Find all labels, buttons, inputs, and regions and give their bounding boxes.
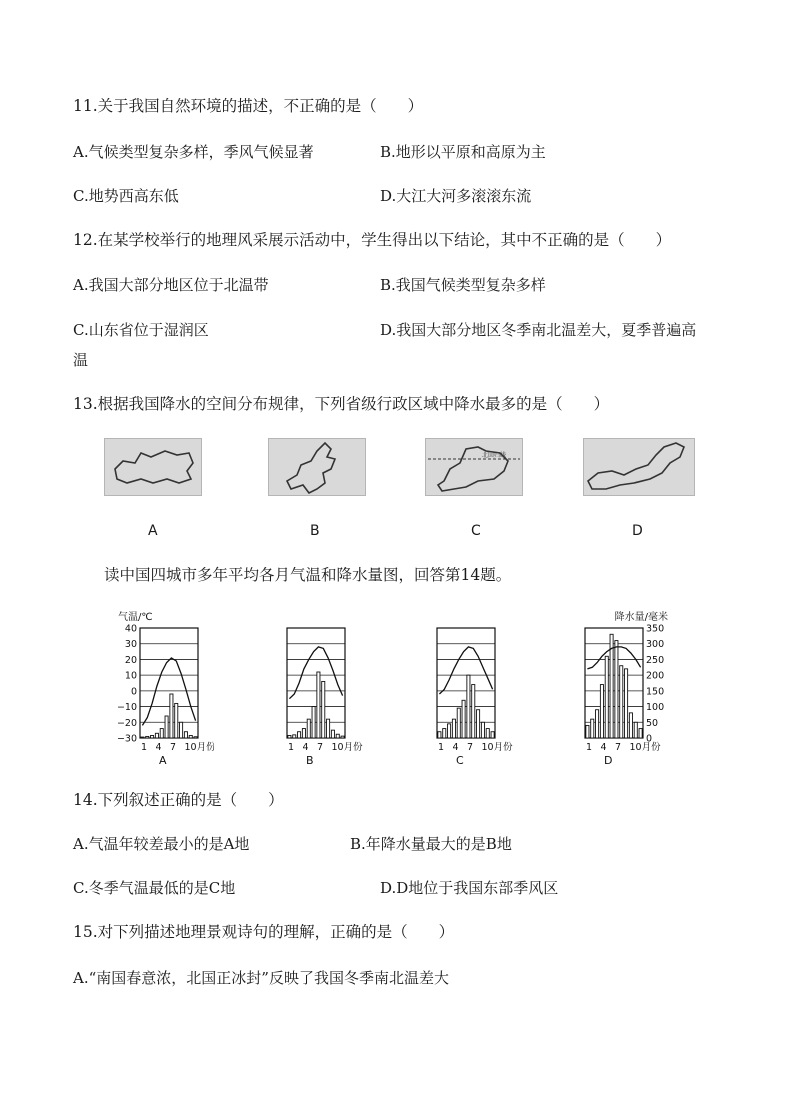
y-tick-label: −20 bbox=[116, 717, 137, 729]
q13-stem: 13.根据我国降水的空间分布规律，下列省级行政区域中降水最多的是（ ） bbox=[73, 395, 610, 413]
precip-bar bbox=[165, 716, 168, 738]
q14-option-a[interactable]: A.气温年较差最小的是A地 bbox=[73, 835, 250, 853]
precip-bar bbox=[194, 737, 197, 738]
precip-bar bbox=[160, 729, 163, 738]
x-tick-label: 4 bbox=[302, 742, 309, 753]
y-tick-label: 0 bbox=[646, 733, 653, 745]
q11-option-c[interactable]: C.地势西高东低 bbox=[73, 187, 179, 205]
y-tick-label: 200 bbox=[646, 670, 665, 682]
q14-option-b[interactable]: B.年降水量最大的是B地 bbox=[350, 835, 512, 853]
y-axis-label-precipitation: 降水量/毫米 bbox=[614, 612, 668, 623]
province-map-c bbox=[425, 438, 523, 496]
precip-bar bbox=[462, 700, 465, 738]
precip-bar bbox=[322, 681, 325, 738]
q11-stem: 11.关于我国自然环境的描述，不正确的是（ ） bbox=[73, 97, 424, 115]
precip-bar bbox=[477, 710, 480, 738]
q15-stem: 15.对下列描述地理景观诗句的理解，正确的是（ ） bbox=[73, 923, 455, 941]
precip-bar bbox=[298, 732, 301, 738]
precip-bar bbox=[438, 732, 441, 738]
precip-bar bbox=[302, 729, 305, 738]
x-tick-label: 7 bbox=[615, 742, 622, 753]
precip-bar bbox=[639, 729, 642, 738]
y-tick-label: 300 bbox=[646, 639, 665, 651]
precip-bar bbox=[293, 735, 296, 738]
precip-bar bbox=[155, 733, 158, 738]
q12-option-a[interactable]: A.我国大部分地区位于北温带 bbox=[73, 276, 269, 294]
y-tick-label: 100 bbox=[646, 702, 665, 714]
y-tick-label: −10 bbox=[116, 702, 137, 714]
temperature-line bbox=[142, 658, 195, 726]
precip-bar bbox=[448, 724, 451, 738]
precip-bar bbox=[586, 725, 589, 738]
precip-bar bbox=[625, 669, 628, 738]
province-map-b bbox=[268, 438, 366, 496]
climate-chart-b bbox=[282, 608, 372, 770]
y-tick-label: 30 bbox=[124, 639, 137, 651]
precip-bar bbox=[452, 719, 455, 738]
y-tick-label: 20 bbox=[124, 654, 137, 666]
precip-bar bbox=[170, 694, 173, 738]
x-tick-label: 1 bbox=[141, 742, 148, 753]
climate-chart-c bbox=[432, 608, 522, 770]
precip-bar bbox=[317, 672, 320, 738]
precip-bar bbox=[141, 737, 144, 738]
q12-stem: 12.在某学校举行的地理风采展示活动中，学生得出以下结论，其中不正确的是（ ） bbox=[73, 231, 672, 249]
q11-option-b[interactable]: B.地形以平原和高原为主 bbox=[380, 143, 546, 161]
y-axis-label-temperature: 气温/℃ bbox=[118, 612, 153, 623]
y-tick-label: 10 bbox=[124, 670, 137, 682]
precip-bar bbox=[327, 719, 330, 738]
x-tick-label: 10月份 bbox=[331, 742, 363, 753]
q11-option-d[interactable]: D.大江大河多滚滚东流 bbox=[380, 187, 532, 205]
precip-bar bbox=[634, 722, 637, 738]
x-tick-label: 10月份 bbox=[481, 742, 513, 753]
precip-bar bbox=[472, 685, 475, 738]
q12-option-d-continued: 温 bbox=[73, 351, 89, 369]
precip-bar bbox=[146, 736, 149, 738]
x-tick-label: 7 bbox=[317, 742, 324, 753]
precip-bar bbox=[486, 729, 489, 738]
precip-bar bbox=[175, 703, 178, 738]
climate-chart-a bbox=[104, 608, 214, 770]
chart-title: D bbox=[604, 754, 613, 766]
q15-option-a[interactable]: A.“南国春意浓，北国正冰封”反映了我国冬季南北温差大 bbox=[73, 969, 449, 987]
plot-frame bbox=[287, 628, 345, 738]
plot-frame bbox=[140, 628, 198, 738]
precip-bar bbox=[307, 719, 310, 738]
x-tick-label: 1 bbox=[586, 742, 593, 753]
y-tick-label: 50 bbox=[646, 717, 659, 729]
y-tick-label: 250 bbox=[646, 654, 665, 666]
x-tick-label: 1 bbox=[438, 742, 445, 753]
precip-bar bbox=[331, 730, 334, 738]
precip-bar bbox=[336, 734, 339, 738]
precip-bar bbox=[481, 722, 484, 738]
q14-option-c[interactable]: C.冬季气温最低的是C地 bbox=[73, 879, 236, 897]
climate-chart-d bbox=[580, 608, 692, 770]
precip-bar bbox=[615, 641, 618, 738]
q12-option-b[interactable]: B.我国气候类型复杂多样 bbox=[380, 276, 546, 294]
y-tick-label: 0 bbox=[130, 686, 137, 698]
precip-bar bbox=[341, 736, 344, 738]
temperature-line bbox=[587, 647, 640, 669]
y-tick-label: 150 bbox=[646, 686, 665, 698]
x-tick-label: 7 bbox=[170, 742, 177, 753]
chart-title: A bbox=[159, 754, 167, 766]
map-label-a: A bbox=[148, 523, 158, 539]
x-tick-label: 4 bbox=[452, 742, 459, 753]
precip-bar bbox=[189, 735, 192, 738]
precip-bar bbox=[591, 719, 594, 738]
precip-bar bbox=[467, 675, 470, 738]
x-tick-label: 7 bbox=[467, 742, 474, 753]
q12-option-d[interactable]: D.我国大部分地区冬季南北温差大，夏季普遍高 bbox=[380, 321, 697, 339]
precip-bar bbox=[151, 735, 154, 738]
q11-option-a[interactable]: A.气候类型复杂多样，季风气候显著 bbox=[73, 143, 314, 161]
precip-bar bbox=[596, 710, 599, 738]
y-tick-label: 350 bbox=[646, 623, 665, 635]
precip-bar bbox=[443, 729, 446, 738]
precip-bar bbox=[600, 685, 603, 738]
chart-title: C bbox=[456, 754, 464, 766]
map-label-d: D bbox=[632, 523, 643, 539]
precip-bar bbox=[180, 722, 183, 738]
q14-intro: 读中国四城市多年平均各月气温和降水量图，回答第14题。 bbox=[104, 566, 512, 584]
y-tick-label: 40 bbox=[124, 623, 137, 635]
map-label-b: B bbox=[310, 523, 320, 539]
x-tick-label: 4 bbox=[155, 742, 162, 753]
q14-stem: 14.下列叙述正确的是（ ） bbox=[73, 791, 284, 809]
map-label-c: C bbox=[471, 523, 481, 539]
precip-bar bbox=[620, 666, 623, 738]
temperature-line bbox=[439, 647, 492, 694]
x-tick-label: 1 bbox=[288, 742, 295, 753]
q14-option-d[interactable]: D.D地位于我国东部季风区 bbox=[380, 879, 559, 897]
tropic-of-cancer-label: 北回归线 bbox=[482, 452, 507, 459]
precip-bar bbox=[491, 732, 494, 738]
plot-frame bbox=[437, 628, 495, 738]
precip-bar bbox=[312, 707, 315, 738]
x-tick-label: 10月份 bbox=[629, 742, 661, 753]
province-map-d bbox=[583, 438, 695, 496]
precip-bar bbox=[457, 708, 460, 738]
province-map-a bbox=[104, 438, 202, 496]
chart-title: B bbox=[306, 754, 314, 766]
precip-bar bbox=[629, 713, 632, 738]
precip-bar bbox=[288, 735, 291, 738]
y-tick-label: −30 bbox=[116, 733, 137, 745]
precip-bar bbox=[184, 732, 187, 738]
x-tick-label: 4 bbox=[600, 742, 607, 753]
x-tick-label: 10月份 bbox=[184, 742, 214, 753]
q12-option-c[interactable]: C.山东省位于湿润区 bbox=[73, 321, 209, 339]
precip-bar bbox=[605, 656, 608, 738]
